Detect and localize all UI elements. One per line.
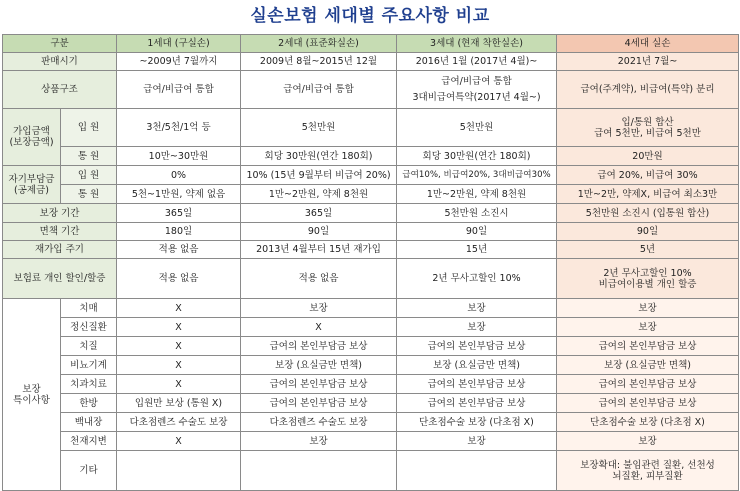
sub-label: 통 원 (61, 185, 117, 204)
cell-gen4: 보장 (557, 432, 739, 451)
cell-gen3: 급여의 본인부담금 보상 (397, 375, 557, 394)
label-line: 보장 (22, 383, 41, 395)
row-coverage-period (3, 204, 739, 223)
cell-gen3: 5천만원 (397, 109, 557, 147)
header-gen4: 4세대 실손 (557, 35, 739, 53)
cell-gen3: 2년 무사고할인 10% (397, 259, 557, 299)
special-item-label: 치매 (61, 299, 117, 318)
deductible-label (3, 166, 61, 204)
cell-gen3: 보장 (요실금만 면책) (397, 356, 557, 375)
row-label: 면책 기간 (3, 223, 117, 241)
special-item-label: 기타 (61, 451, 117, 491)
cell-gen4: 보장 (557, 318, 739, 337)
cell-gen3: 보장 (397, 432, 557, 451)
cell-line: 뇌질환, 피부질환 (612, 470, 683, 482)
cell-gen4: 보장 (557, 299, 739, 318)
cell-gen4: 급여의 본인부담금 보상 (557, 375, 739, 394)
cell-gen4: 급여의 본인부담금 보상 (557, 337, 739, 356)
cell-gen4: 5년 (557, 241, 739, 259)
cell-gen4: 5천만원 소진시 (입통원 합산) (557, 204, 739, 223)
row-coverage-outpatient (3, 147, 739, 166)
coverage-label (3, 109, 61, 166)
cell-gen1: 입원만 보상 (통원 X) (117, 394, 241, 413)
special-item-label: 정신질환 (61, 318, 117, 337)
cell-gen1: 3천/5천/1억 등 (117, 109, 241, 147)
special-item-label: 백내장 (61, 413, 117, 432)
cell-line: 보장확대: 불임관련 질환, 선천성 (580, 459, 715, 471)
cell-gen1: X (117, 432, 241, 451)
row-sale-period (3, 53, 739, 71)
cell-gen3: 90일 (397, 223, 557, 241)
cell-gen1: 다초점렌즈 수술도 보장 (117, 413, 241, 432)
page-title: 실손보험 세대별 주요사항 비교 (250, 6, 490, 26)
cell-gen1: 급여/비급여 통합 (117, 71, 241, 109)
row-structure (3, 71, 739, 109)
cell-gen2: 2013년 4월부터 15년 재가입 (241, 241, 397, 259)
cell-gen2: 1만~2만원, 약제 8천원 (241, 185, 397, 204)
special-item-label: 천재지변 (61, 432, 117, 451)
cell-gen4: 급여(주계약), 비급여(특약) 분리 (557, 71, 739, 109)
label-line: (보장금액) (9, 137, 54, 148)
header-row (3, 35, 739, 53)
special-row (3, 394, 739, 413)
label-line: 특이사항 (13, 394, 50, 406)
special-row (3, 413, 739, 432)
special-item-label: 비뇨기계 (61, 356, 117, 375)
row-label: 판매시기 (3, 53, 117, 71)
special-row (3, 375, 739, 394)
cell-gen2: 5천만원 (241, 109, 397, 147)
cell-gen2: 급여의 본인부담금 보상 (241, 337, 397, 356)
cell-gen3 (397, 451, 557, 491)
cell-line: 급여 5천만, 비급여 5천만 (594, 127, 701, 139)
sub-label: 입 원 (61, 109, 117, 147)
cell-gen3: 1만~2만원, 약제 8천원 (397, 185, 557, 204)
header-gen1: 1세대 (구실손) (117, 35, 241, 53)
cell-gen2: 2009년 8월~2015년 12월 (241, 53, 397, 71)
cell-gen1 (117, 451, 241, 491)
label-line: 가입금액 (13, 126, 50, 137)
cell-gen2: X (241, 318, 397, 337)
special-row-etc (3, 451, 739, 491)
special-item-label: 한방 (61, 394, 117, 413)
cell-gen2: 급여의 본인부담금 보상 (241, 394, 397, 413)
cell-gen2: 급여의 본인부담금 보상 (241, 375, 397, 394)
row-deductible-inpatient (3, 166, 739, 185)
special-row (3, 432, 739, 451)
cell-gen1: 적용 없음 (117, 259, 241, 299)
row-label: 상품구조 (3, 71, 117, 109)
cell-gen4: 급여의 본인부담금 보상 (557, 394, 739, 413)
cell-gen3: 2016년 1월 (2017년 4월)~ (397, 53, 557, 71)
cell-gen1: X (117, 356, 241, 375)
cell-gen4 (557, 451, 739, 491)
cell-line: 입/통원 합산 (621, 116, 674, 128)
cell-gen3: 급여의 본인부담금 보상 (397, 337, 557, 356)
cell-line: 비급여이용별 개인 할증 (598, 278, 697, 290)
cell-gen3: 5천만원 소진시 (397, 204, 557, 223)
label-line: 자기부담금 (8, 173, 55, 185)
comparison-table (2, 34, 739, 491)
row-label: 보장 기간 (3, 204, 117, 223)
cell-gen2: 회당 30만원(연간 180회) (241, 147, 397, 166)
cell-gen1: X (117, 318, 241, 337)
header-category: 구분 (3, 35, 117, 53)
cell-line: 3대비급여특약(2017년 4월~) (412, 92, 541, 103)
cell-gen3 (397, 71, 557, 109)
cell-gen2: 보장 (241, 299, 397, 318)
special-row (3, 299, 739, 318)
cell-gen4: 보장 (요실금만 면책) (557, 356, 739, 375)
cell-gen3: 급여의 본인부담금 보상 (397, 394, 557, 413)
cell-gen2: 보장 (241, 432, 397, 451)
cell-gen2: 90일 (241, 223, 397, 241)
cell-gen4: 단초점수술 보장 (다초점 X) (557, 413, 739, 432)
cell-gen1: 적용 없음 (117, 241, 241, 259)
cell-gen3: 15년 (397, 241, 557, 259)
row-rejoin-cycle (3, 241, 739, 259)
cell-gen2 (241, 451, 397, 491)
cell-gen4: 90일 (557, 223, 739, 241)
sub-label: 통 원 (61, 147, 117, 166)
cell-gen3: 회당 30만원(연간 180회) (397, 147, 557, 166)
cell-gen1: 5천~1만원, 약제 없음 (117, 185, 241, 204)
cell-gen1: 0% (117, 166, 241, 185)
label-line: (공제금) (14, 184, 49, 196)
cell-gen2: 365일 (241, 204, 397, 223)
cell-gen2: 10% (15년 9월부터 비급여 20%) (241, 166, 397, 185)
cell-line: 2년 무사고할인 10% (603, 267, 692, 279)
cell-gen1: ~2009년 7월까지 (117, 53, 241, 71)
cell-gen4 (557, 109, 739, 147)
row-coverage-inpatient (3, 109, 739, 147)
cell-gen2: 적용 없음 (241, 259, 397, 299)
cell-gen4 (557, 259, 739, 299)
row-label: 보험료 개인 할인/할증 (3, 259, 117, 299)
special-row (3, 337, 739, 356)
cell-gen3: 급여10%, 비급여20%, 3대비급여30% (397, 166, 557, 185)
cell-gen3: 보장 (397, 318, 557, 337)
cell-gen2: 급여/비급여 통합 (241, 71, 397, 109)
cell-gen1: 10만~30만원 (117, 147, 241, 166)
special-item-label: 치과치료 (61, 375, 117, 394)
row-premium-adjust (3, 259, 739, 299)
cell-gen2: 보장 (요실금만 면책) (241, 356, 397, 375)
header-gen2: 2세대 (표준화실손) (241, 35, 397, 53)
special-item-label: 치질 (61, 337, 117, 356)
header-gen3: 3세대 (현재 착한실손) (397, 35, 557, 53)
cell-gen4: 급여 20%, 비급여 30% (557, 166, 739, 185)
cell-gen4: 20만원 (557, 147, 739, 166)
cell-gen1: 180일 (117, 223, 241, 241)
cell-gen2: 다초점렌즈 수술도 보장 (241, 413, 397, 432)
special-row (3, 356, 739, 375)
row-label: 재가입 주기 (3, 241, 117, 259)
sub-label: 입 원 (61, 166, 117, 185)
cell-gen1: X (117, 375, 241, 394)
cell-gen3: 보장 (397, 299, 557, 318)
special-section-label (3, 299, 61, 491)
cell-gen1: 365일 (117, 204, 241, 223)
cell-gen1: X (117, 299, 241, 318)
cell-gen4: 1만~2만, 약제X, 비급여 최소3만 (557, 185, 739, 204)
cell-gen4: 2021년 7월~ (557, 53, 739, 71)
row-deductible-outpatient (3, 185, 739, 204)
cell-gen3: 단초점수술 보장 (다초점 X) (397, 413, 557, 432)
cell-gen1: X (117, 337, 241, 356)
cell-line: 급여/비급여 통합 (441, 76, 512, 87)
row-exemption-period (3, 223, 739, 241)
special-row (3, 318, 739, 337)
